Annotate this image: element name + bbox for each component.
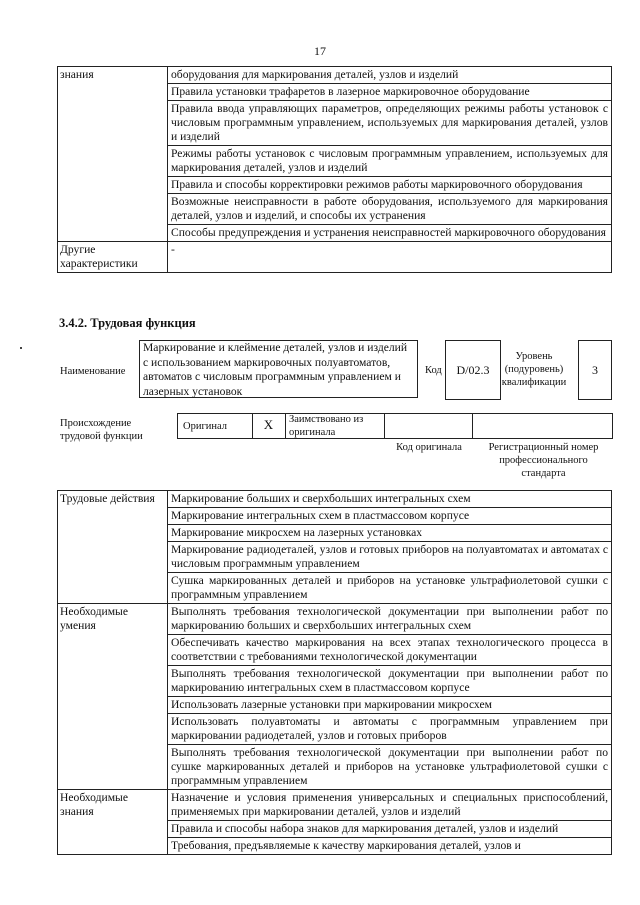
divider bbox=[472, 413, 473, 439]
skill-item: Обеспечивать качество маркирования на всех этапах технологического процесса в соответствии с требованиями технологической документации bbox=[168, 635, 612, 666]
knowledge-item: Правила установки трафаретов в лазерное маркировочное оборудование bbox=[168, 84, 612, 101]
skill-item: Выполнять требования технологической документации при выполнении работ по сушке маркированных деталей и приборов на установке ультрафиолетовой сушки с программным управлением bbox=[168, 745, 612, 790]
function-name-box: Маркирование и клеймение деталей, узлов и изделий с использованием маркировочных полуавтоматов, автоматов с числовым программным управлением и лазерных установок bbox=[139, 340, 418, 398]
table-row bbox=[58, 790, 612, 821]
row-label-knowledge: знания bbox=[58, 67, 168, 242]
knowledge-item: Способы предупреждения и устранения неисправностей маркировочного оборудования bbox=[168, 225, 612, 242]
action-item: Маркирование микросхем на лазерных установках bbox=[168, 525, 612, 542]
labor-function-table bbox=[57, 490, 612, 855]
knowledge-item: оборудования для маркирования деталей, узлов и изделий bbox=[168, 67, 612, 84]
knowledge-item: Режимы работы установок с числовым программным управлением, используемых для маркирования деталей, узлов и изделий bbox=[168, 146, 612, 177]
knowledge-item: Требования, предъявляемые к качеству маркирования деталей, узлов и bbox=[168, 838, 612, 855]
knowledge-item: Назначение и условия применения универсальных и специальных приспособлений, применяемых при маркировании деталей, узлов и изделий bbox=[168, 790, 612, 821]
action-item: Маркирование радиодеталей, узлов и готовых приборов на полуавтоматах и автоматах с числовым программным управлением bbox=[168, 542, 612, 573]
name-label: Наименование bbox=[60, 366, 126, 377]
other-value: - bbox=[168, 242, 612, 273]
knowledge-item: Возможные неисправности в работе оборудования, используемого для маркирования деталей, узлов и изделий, и способы их устранения bbox=[168, 194, 612, 225]
knowledge-continuation-table bbox=[57, 66, 612, 273]
row-label-other: Другие характеристики bbox=[58, 242, 168, 273]
skill-item: Выполнять требования технологической документации при выполнении работ по маркированию интегральных схем в пластмассовом корпусе bbox=[168, 666, 612, 697]
knowledge-item: Правила и способы набора знаков для маркирования деталей, узлов и изделий bbox=[168, 821, 612, 838]
original-label: Оригинал bbox=[183, 421, 227, 432]
code-label: Код bbox=[425, 365, 442, 376]
divider bbox=[285, 413, 286, 439]
table-row bbox=[58, 491, 612, 508]
skill-item: Использовать лазерные установки при маркировании микросхем bbox=[168, 697, 612, 714]
code-original-caption: Код оригинала bbox=[396, 442, 462, 453]
row-label-actions: Трудовые действия bbox=[58, 491, 168, 604]
table-row bbox=[58, 604, 612, 635]
origin-label: Происхождение трудовой функции bbox=[60, 418, 143, 442]
skill-item: Использовать полуавтоматы и автоматы с программным управлением при маркировании радиодеталей, узлов и готовых приборов bbox=[168, 714, 612, 745]
table-row bbox=[58, 242, 612, 273]
table-row bbox=[58, 67, 612, 84]
section-title: 3.4.2. Трудовая функция bbox=[59, 316, 196, 330]
origin-row bbox=[177, 413, 613, 439]
borrowed-label: Заимствовано из оригинала bbox=[289, 414, 364, 438]
action-item: Маркирование больших и сверхбольших интегральных схем bbox=[168, 491, 612, 508]
code-value-box: D/02.3 bbox=[445, 340, 501, 400]
action-item: Сушка маркированных деталей и приборов на установке ультрафиолетовой сушки с программным управлением bbox=[168, 573, 612, 604]
row-label-skills: Необходимые умения bbox=[58, 604, 168, 790]
knowledge-item: Правила и способы корректировки режимов работы маркировочного оборудования bbox=[168, 177, 612, 194]
level-value-box: 3 bbox=[578, 340, 612, 400]
level-label: Уровень (подуровень) квалификации bbox=[501, 351, 567, 388]
knowledge-item: Правила ввода управляющих параметров, определяющих режимы работы установок с числовым программным управлением, используемых для маркирования деталей, узлов и изделий bbox=[168, 101, 612, 146]
divider bbox=[384, 413, 385, 439]
action-item: Маркирование интегральных схем в пластмассовом корпусе bbox=[168, 508, 612, 525]
page-number: 17 bbox=[314, 44, 326, 58]
skill-item: Выполнять требования технологической документации при выполнении работ по маркированию больших и сверхбольших интегральных схем bbox=[168, 604, 612, 635]
stray-mark bbox=[20, 347, 22, 349]
original-mark: X bbox=[263, 417, 274, 432]
row-label-knowledge: Необходимые знания bbox=[58, 790, 168, 855]
reg-number-caption: Регистрационный номер профессионального стандарта bbox=[488, 442, 599, 479]
